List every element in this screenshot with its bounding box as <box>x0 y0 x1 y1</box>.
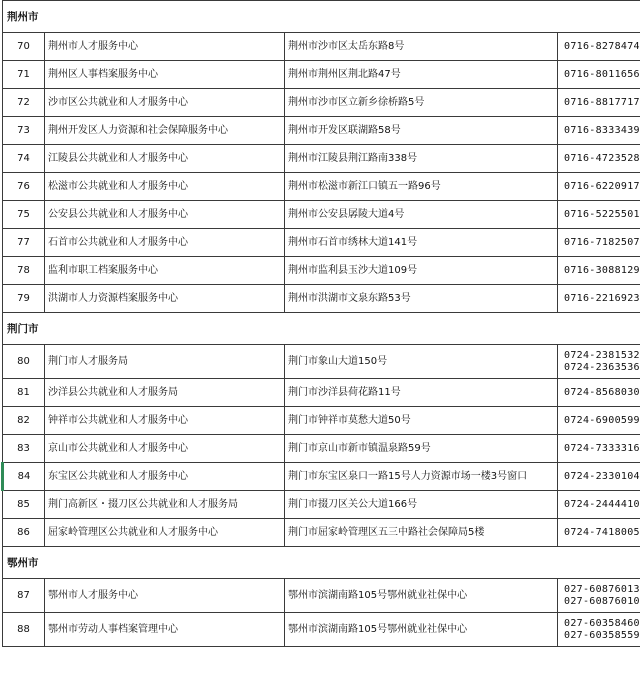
table-row <box>3 491 640 519</box>
table-row <box>3 407 640 435</box>
org-address: 荆门市掇刀区关公大道166号 <box>285 491 558 519</box>
org-address: 荆州市沙市区立新乡徐桥路5号 <box>285 89 558 117</box>
org-name: 荆门市人才服务局 <box>45 345 285 379</box>
org-address: 荆门市象山大道150号 <box>285 345 558 379</box>
org-phone: 0716-8817717 <box>558 89 640 117</box>
row-number: 84 <box>3 463 45 491</box>
org-name: 公安县公共就业和人才服务中心 <box>45 201 285 229</box>
org-address: 荆门市屈家岭管理区五三中路社会保障局5楼 <box>285 519 558 547</box>
row-number: 78 <box>3 257 45 285</box>
org-phone: 0724-7333316 <box>558 435 640 463</box>
org-address: 荆州市松滋市新江口镇五一路96号 <box>285 173 558 201</box>
org-phone: 0716-3088129 <box>558 257 640 285</box>
org-address: 荆州市石首市绣林大道141号 <box>285 229 558 257</box>
org-address: 荆门市钟祥市莫愁大道50号 <box>285 407 558 435</box>
table-row <box>3 33 640 61</box>
org-phone: 0724-2330104 <box>558 463 640 491</box>
row-number: 80 <box>3 345 45 379</box>
org-address: 鄂州市滨湖南路105号鄂州就业社保中心 <box>285 613 558 647</box>
org-phone: 0716-8278474 <box>558 33 640 61</box>
org-address: 荆州市公安县孱陵大道4号 <box>285 201 558 229</box>
row-number: 79 <box>3 285 45 313</box>
table-row <box>3 579 640 613</box>
org-name: 荆门高新区・掇刀区公共就业和人才服务局 <box>45 491 285 519</box>
table-row <box>3 257 640 285</box>
org-address: 荆州市洪湖市文泉东路53号 <box>285 285 558 313</box>
org-address: 荆门市京山市新市镇温泉路59号 <box>285 435 558 463</box>
row-number: 88 <box>3 613 45 647</box>
row-number: 83 <box>3 435 45 463</box>
section-header-row <box>3 547 640 579</box>
row-number: 81 <box>3 379 45 407</box>
table-row <box>3 229 640 257</box>
org-phone: 0716-8011656 <box>558 61 640 89</box>
org-phone: 0724-2444410 <box>558 491 640 519</box>
org-address: 荆州市沙市区太岳东路8号 <box>285 33 558 61</box>
org-name: 东宝区公共就业和人才服务中心 <box>45 463 285 491</box>
org-phone: 0716-5225501 <box>558 201 640 229</box>
org-name: 监利市职工档案服务中心 <box>45 257 285 285</box>
section-title: 鄂州市 <box>3 547 640 579</box>
org-name: 江陵县公共就业和人才服务中心 <box>45 145 285 173</box>
section-title: 荆门市 <box>3 313 640 345</box>
org-address: 荆门市沙洋县荷花路11号 <box>285 379 558 407</box>
org-name: 沙洋县公共就业和人才服务局 <box>45 379 285 407</box>
row-number: 87 <box>3 579 45 613</box>
org-name: 鄂州市劳动人事档案管理中心 <box>45 613 285 647</box>
table-row <box>3 519 640 547</box>
row-number: 86 <box>3 519 45 547</box>
row-number: 75 <box>3 201 45 229</box>
org-address: 荆州市监利县玉沙大道109号 <box>285 257 558 285</box>
table-row <box>3 613 640 647</box>
org-phone: 0716-2216923 <box>558 285 640 313</box>
row-number: 74 <box>3 145 45 173</box>
row-number: 77 <box>3 229 45 257</box>
service-directory-table <box>1 0 640 647</box>
org-phone: 027-60358460 027-60358559 <box>558 613 640 647</box>
org-phone: 0724-6900599 <box>558 407 640 435</box>
table-row <box>3 117 640 145</box>
org-address: 荆州市开发区联湖路58号 <box>285 117 558 145</box>
table-row <box>3 89 640 117</box>
org-name: 荆州区人事档案服务中心 <box>45 61 285 89</box>
org-address: 鄂州市滨湖南路105号鄂州就业社保中心 <box>285 579 558 613</box>
row-number: 73 <box>3 117 45 145</box>
org-phone: 0716-7182507 <box>558 229 640 257</box>
org-phone: 027-60876013 027-60876010 <box>558 579 640 613</box>
row-number: 70 <box>3 33 45 61</box>
org-address: 荆州市荆州区荆北路47号 <box>285 61 558 89</box>
org-name: 钟祥市公共就业和人才服务中心 <box>45 407 285 435</box>
section-title: 荆州市 <box>3 1 640 33</box>
org-phone: 0724-7418005 <box>558 519 640 547</box>
row-number: 76 <box>3 173 45 201</box>
org-name: 石首市公共就业和人才服务中心 <box>45 229 285 257</box>
table-row <box>3 61 640 89</box>
table-row <box>3 145 640 173</box>
org-name: 荆州市人才服务中心 <box>45 33 285 61</box>
org-name: 京山市公共就业和人才服务中心 <box>45 435 285 463</box>
org-phone: 0716-6220917 <box>558 173 640 201</box>
table-row <box>3 173 640 201</box>
org-phone: 0724-2381532 0724-2363536 <box>558 345 640 379</box>
section-header-row <box>3 1 640 33</box>
table-row <box>3 379 640 407</box>
org-phone: 0716-4723528 <box>558 145 640 173</box>
row-number: 71 <box>3 61 45 89</box>
org-name: 洪湖市人力资源档案服务中心 <box>45 285 285 313</box>
row-number: 85 <box>3 491 45 519</box>
table-row <box>3 345 640 379</box>
table-row <box>3 285 640 313</box>
row-number: 82 <box>3 407 45 435</box>
row-number: 72 <box>3 89 45 117</box>
org-address: 荆门市东宝区泉口一路15号人力资源市场一楼3号窗口 <box>285 463 558 491</box>
org-name: 沙市区公共就业和人才服务中心 <box>45 89 285 117</box>
org-name: 屈家岭管理区公共就业和人才服务中心 <box>45 519 285 547</box>
section-header-row <box>3 313 640 345</box>
org-name: 荆州开发区人力资源和社会保障服务中心 <box>45 117 285 145</box>
table-row <box>3 435 640 463</box>
table-row <box>3 201 640 229</box>
org-name: 松滋市公共就业和人才服务中心 <box>45 173 285 201</box>
org-phone: 0716-8333439 <box>558 117 640 145</box>
org-name: 鄂州市人才服务中心 <box>45 579 285 613</box>
org-address: 荆州市江陵县荆江路南338号 <box>285 145 558 173</box>
org-phone: 0724-8568030 <box>558 379 640 407</box>
table-row <box>3 463 640 491</box>
